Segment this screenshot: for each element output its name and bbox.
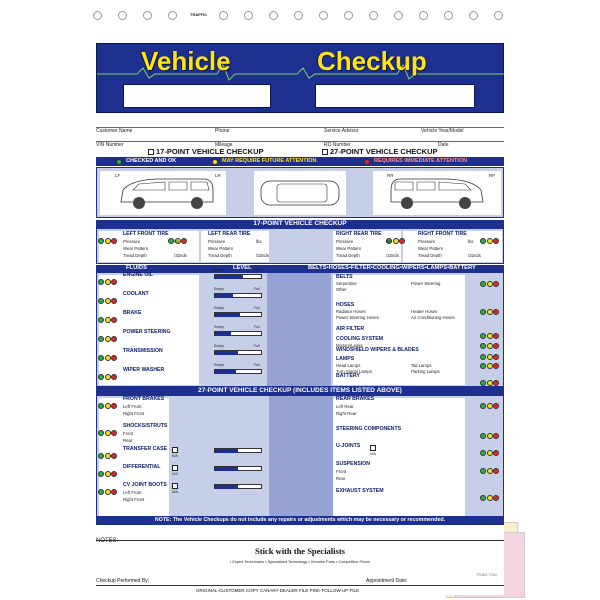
green-dot-icon xyxy=(116,159,122,165)
status-dots-icon[interactable] xyxy=(480,461,500,479)
status-dots-icon[interactable] xyxy=(480,396,500,414)
level-fill xyxy=(215,332,231,336)
status-dots-icon[interactable] xyxy=(480,356,500,374)
ro-number-field[interactable]: RO Number xyxy=(324,142,351,148)
level-bar[interactable] xyxy=(214,484,262,489)
na-checkbox[interactable] xyxy=(172,483,178,489)
status-dots-icon[interactable] xyxy=(98,329,118,347)
status-dots-icon[interactable] xyxy=(480,373,500,391)
service-sub-item: Radiator Hoses xyxy=(336,309,366,314)
copy-distribution: ORIGINAL-CUSTOMER COPY CANARY-DEALER FILE PINK-FOLLOW-UP FILE xyxy=(196,588,359,593)
level-bar[interactable] xyxy=(214,293,262,298)
na-checkbox[interactable] xyxy=(172,447,178,453)
level-bar[interactable] xyxy=(214,448,262,453)
fluid-label: ENGINE OIL xyxy=(123,272,153,278)
status-dots-icon[interactable] xyxy=(480,274,500,292)
point27-label: REAR BRAKES xyxy=(336,396,375,402)
performed-by-field[interactable]: Checkup Performed By: xyxy=(96,578,150,584)
status-dots-icon[interactable] xyxy=(480,443,500,461)
yellow-dot-icon xyxy=(212,159,218,165)
status-dots-icon[interactable] xyxy=(480,488,500,506)
service-item-label: HOSES xyxy=(336,302,355,308)
info-section xyxy=(96,121,504,149)
van-top-view-icon xyxy=(257,175,343,211)
service-item-label: WINDSHIELD WIPERS & BLADES xyxy=(336,347,419,353)
service-sub-item: Turn Signal Lamps xyxy=(336,369,372,374)
note-bar: NOTE: The Vehicle Checkups do not include any repairs or adjustments which may be necessary or recommended. xyxy=(96,516,504,524)
appointment-date-field[interactable]: Appointment Date: xyxy=(366,578,408,584)
service-item-label: AIR FILTER xyxy=(336,326,365,332)
fluid-label: COOLANT xyxy=(123,291,149,297)
service-sub-item: Serpentine xyxy=(336,281,357,286)
service-sub-item: Power Steering xyxy=(411,281,441,286)
status-dots-icon[interactable] xyxy=(98,446,118,464)
level-bar[interactable] xyxy=(214,331,262,336)
service-sub-item: Air Conditioning Hoses xyxy=(411,315,455,320)
service-sub-item: Tail Lamps xyxy=(411,363,432,368)
fluid-label: POWER STEERING xyxy=(123,329,171,335)
mileage-field[interactable]: Mileage xyxy=(215,142,233,148)
point27-label: EXHAUST SYSTEM xyxy=(336,488,384,494)
service-item-label: BELTS xyxy=(336,274,353,280)
tagline: • Expert Technicians • Specialized Technology • Genuine Parts • Competitive Prices xyxy=(229,560,371,564)
level-fill xyxy=(215,313,240,317)
status-dots-icon[interactable] xyxy=(98,348,118,366)
dealer-address-box[interactable] xyxy=(315,84,475,108)
point27-label: DIFFERENTIAL xyxy=(123,464,161,470)
status-dots-icon[interactable] xyxy=(98,464,118,482)
point27-label: SUSPENSION xyxy=(336,461,371,467)
point27-grid xyxy=(96,395,504,525)
service-advisor-field[interactable]: Service Advisor xyxy=(324,128,359,134)
level-bar[interactable] xyxy=(214,274,262,279)
service-sub-item: Parking Lamps xyxy=(411,369,440,374)
fluids-header-band: FLUIDS LEVEL BELTS•HOSES•FILTER•COOLING•WIPERS•LAMPS•BATTERY xyxy=(96,265,504,272)
service-sub-item: Other xyxy=(336,287,347,292)
section-27-header: 27-POINT VEHICLE CHECKUP (INCLUDES ITEMS LISTED ABOVE) xyxy=(96,387,504,395)
level-fill xyxy=(215,294,233,298)
header-banner xyxy=(96,43,504,113)
phone-field[interactable]: Phone xyxy=(215,128,230,134)
status-dots-icon[interactable] xyxy=(98,291,118,309)
dealer-name-box[interactable] xyxy=(123,84,271,108)
service-sub-item: Power Steering Hoses xyxy=(336,315,379,320)
status-dots-icon[interactable] xyxy=(480,302,500,320)
service-item-label: BATTERY xyxy=(336,373,360,379)
level-bar[interactable] xyxy=(214,369,262,374)
customer-name-field[interactable]: Customer Name xyxy=(96,128,133,134)
fluid-label: TRANSMISSION xyxy=(123,348,163,354)
na-checkbox[interactable] xyxy=(370,445,376,451)
option-27-point[interactable]: 27-POINT VEHICLE CHECKUP xyxy=(322,147,438,156)
service-item-label: COOLING SYSTEM xyxy=(336,336,383,342)
point27-label: U-JOINTS xyxy=(336,443,361,449)
point27-label: TRANSFER CASE xyxy=(123,446,168,452)
level-fill xyxy=(215,275,243,279)
slogan: Stick with the Specialists xyxy=(255,546,345,556)
point27-label: STEERING COMPONENTS xyxy=(336,426,402,432)
status-dots-icon[interactable] xyxy=(98,310,118,328)
level-fill xyxy=(215,351,238,355)
van-left-side-icon xyxy=(117,176,217,212)
section-17-header: 17-POINT VEHICLE CHECKUP xyxy=(96,220,504,228)
legend-bar: CHECKED AND OK MAY REQUIRE FUTURE ATTENTION REQUIRES IMMEDIATE ATTENTION xyxy=(96,157,504,166)
level-fill xyxy=(215,370,236,374)
level-bar[interactable] xyxy=(214,466,262,471)
van-right-side-icon xyxy=(387,176,487,212)
status-dots-icon[interactable] xyxy=(98,482,118,500)
logo-mark: TRAFFIC xyxy=(190,12,208,17)
level-bar[interactable] xyxy=(214,350,262,355)
brand-vehicle: Vehicle xyxy=(141,46,231,76)
vehicle-checkup-form: Vehicle Checkup Customer Name Phone Service Advisor Vehicle Year/Model VIN Number Mileage RO Number Date 17-POINT VEHICLE CHECKUP 27-POINT VEHICLE CHECKUP CHECKED AND OK MAY REQUIRE FUTURE ATTENTION REQUIRES IMMEDIATE ATTENTION LF LR RR RF 17-POINT VEHICLE CHECKUP LEFT FRONT TIRE LEFT REAR TIRE RIGHT REAR TIRE RIGHT FRONT TIRE Pressure lbs Wear Pattern Tread Depth /32nds Pressure lbs Wear Pattern Tread Depth /32nds Pressure lbs Wear Pattern Tread Depth /32nds Pressure lbs Wear Pattern Tread Depth /32nds FLUIDS LEVEL BELTS•HOSES•FILTER•COOLING•WIPERS•LAMPS•BATTERY 27-POINT VEHICLE CHECKUP (INCLUDES ITEMS LISTED ABOVE) NOTE: The Vehicle Checkups do not include any repairs or adjustments which may be necessary or recommended. NOTES: Stick with the Specialists • Expert Technicians • Specialized Technology • Genuine Parts • Competitive Prices Checkup Performed By: Appointment Date: ORIGINAL-CUSTOMER COPY CANARY-DEALER FILE PINK-FOLLOW-UP FILE TS364 7250 ENGINE OIL Empty Full COOLANT Empty Full BRAKE Empty Full POWER STEERING Empty Full TRANSMISSION Empty Full WIPER WASHER Empty Full BELTS Serpentine Power Steering Other HOSES Radiator Hoses Heater Hoses Power Steering Hoses Air Conditioning Hoses AIR FILTER COOLING SYSTEM Mixture/Leaks WINDSHIELD WIPERS & BLADES LAMPS Head Lamps Tail Lamps Turn Signal Lamps Parking Lamps BATTERY FRONT BRAKES Left Front Right Front SHOCKS/STRUTS Front Rear TRANSFER CASE N/A DIFFERENTIAL N/A CV JOINT BOOTS Left Front Right Front N/A REAR BRAKES Left Rear Right Rear STEERING COMPONENTS U-JOINTS N/A SUSPENSION Front Rear EXHAUST SYSTEM xyxy=(96,43,504,595)
date-field[interactable]: Date xyxy=(438,142,449,148)
checkbox-27[interactable] xyxy=(322,149,328,155)
checkbox-17[interactable] xyxy=(148,149,154,155)
status-dots-icon[interactable] xyxy=(98,272,118,290)
point27-label: CV JOINT BOOTS xyxy=(123,482,167,488)
vehicle-year-model-field[interactable]: Vehicle Year/Model xyxy=(421,128,464,134)
point27-label: SHOCKS/STRUTS xyxy=(123,423,168,429)
vehicle-diagram: LF LR RR RF xyxy=(96,167,504,218)
service-item-label: LAMPS xyxy=(336,356,355,362)
form-number: TS364 7250 xyxy=(476,573,497,577)
na-checkbox[interactable] xyxy=(172,465,178,471)
status-dots-icon[interactable] xyxy=(98,423,118,441)
status-dots-icon[interactable] xyxy=(98,367,118,385)
service-sub-item: Mixture/Leaks xyxy=(336,343,363,348)
service-sub-item: Head Lamps xyxy=(336,363,361,368)
red-dot-icon xyxy=(364,159,370,165)
brand-checkup: Checkup xyxy=(317,46,427,76)
notes-field[interactable]: NOTES: xyxy=(96,529,504,541)
option-17-point[interactable]: 17-POINT VEHICLE CHECKUP xyxy=(148,147,264,156)
service-sub-item: Heater Hoses xyxy=(411,309,438,314)
fluid-label: BRAKE xyxy=(123,310,142,316)
vin-number-field[interactable]: VIN Number xyxy=(96,142,124,148)
fluid-label: WIPER WASHER xyxy=(123,367,165,373)
status-dots-icon[interactable] xyxy=(98,396,118,414)
status-dots-icon[interactable] xyxy=(480,426,500,444)
point27-label: FRONT BRAKES xyxy=(123,396,165,402)
level-bar[interactable] xyxy=(214,312,262,317)
